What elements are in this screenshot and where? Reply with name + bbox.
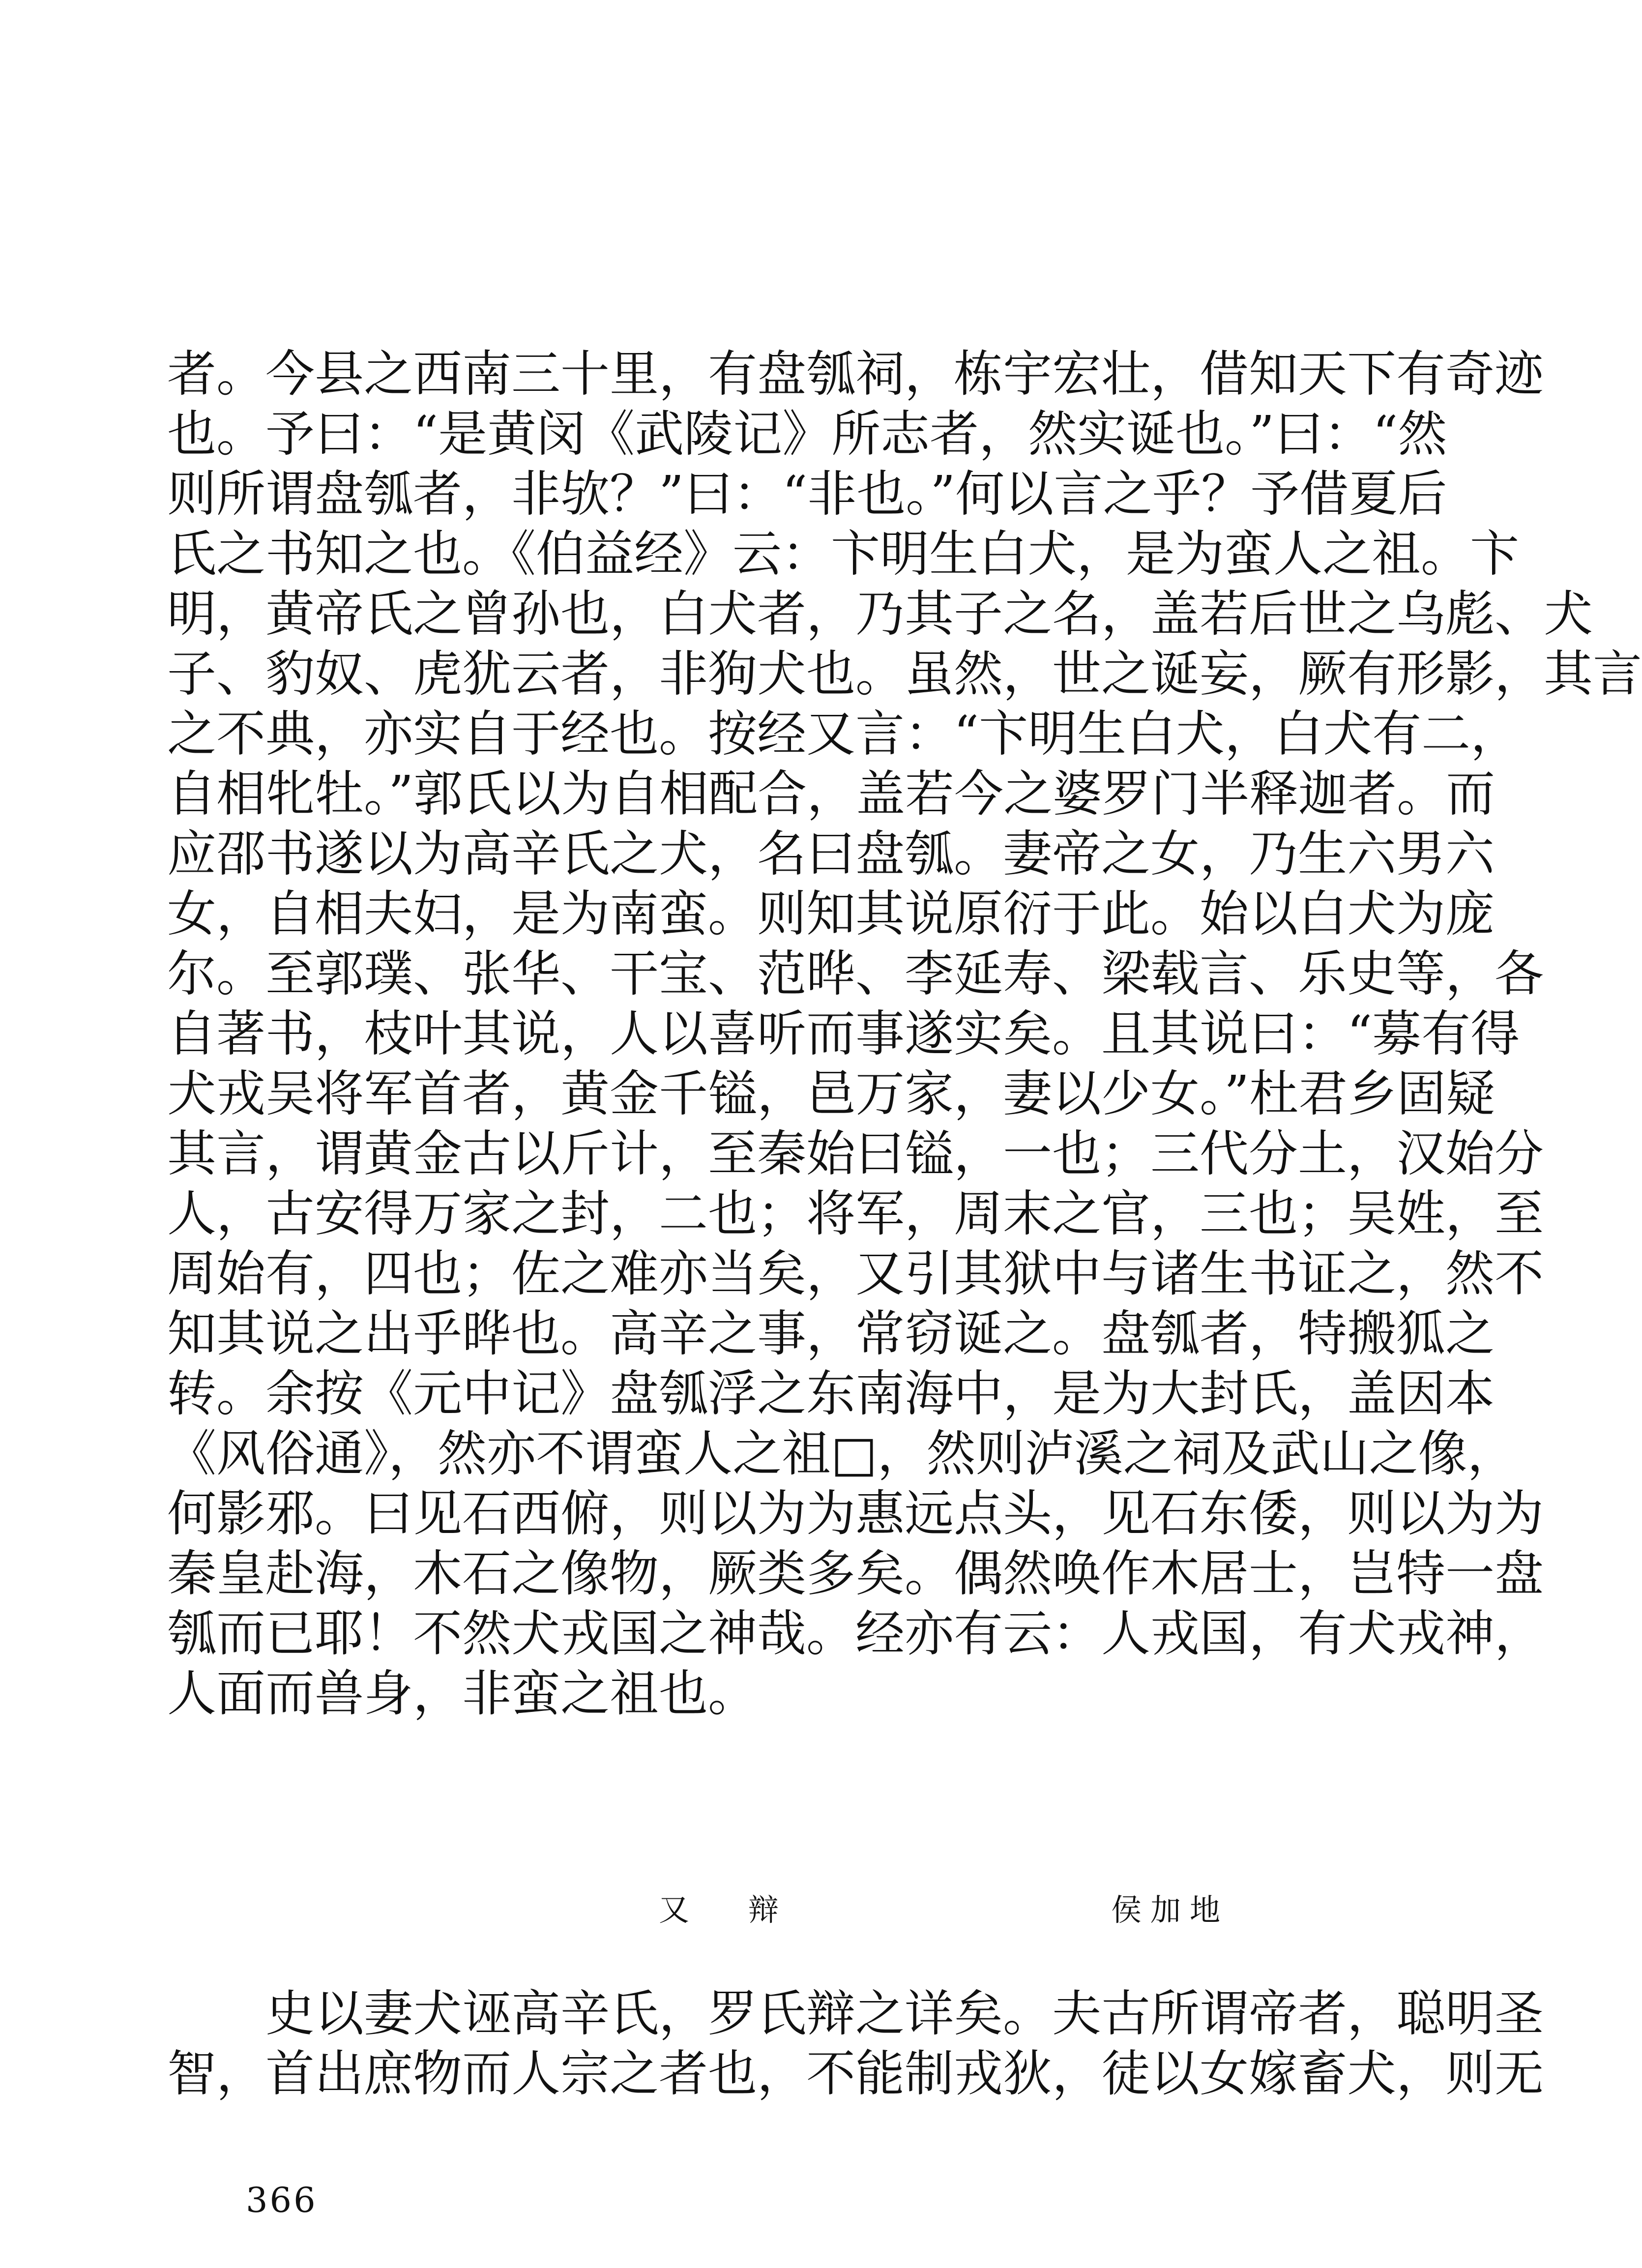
text-line: 自相牝牡。”郭氏以为自相配合，盖若今之婆罗门半释迦者。而 — [167, 765, 1495, 823]
text-line: 人，古安得万家之封，二也；将军，周末之官，三也；吴姓，至 — [167, 1185, 1544, 1242]
text-line: 知其说之出乎晔也。高辛之事，常窃诞之。盘瓠者，特搬狐之 — [167, 1305, 1495, 1362]
section-heading — [0, 1883, 1481, 1937]
text-line: 史以妻犬诬高辛氏，罗氏辩之详矣。夫古所谓帝者，聪明圣 — [265, 1985, 1544, 2042]
section-text-block — [167, 1984, 1544, 2104]
text-line: 也。予曰：“是黄闵《武陵记》所志者，然实诞也。”曰：“然 — [167, 405, 1447, 463]
text-line: 子、豹奴、虎犹云者，非狗犬也。虽然，世之诞妄，厥有形影，其言 — [167, 645, 1642, 703]
text-line: 《风俗通》，然亦不谓蛮人之祖□，然则泸溪之祠及武山之像， — [167, 1425, 1517, 1482]
text-line: 则所谓盘瓠者，非欤？”曰：“非也。”何以言之乎？予借夏后 — [167, 465, 1447, 523]
text-line: 应邵书遂以为高辛氏之犬，名曰盘瓠。妻帝之女，乃生六男六 — [167, 825, 1495, 883]
text-line: 者。今县之西南三十里，有盘瓠祠，栋宇宏壮，借知天下有奇迹 — [167, 345, 1544, 403]
page-number: 366 — [246, 2180, 318, 2220]
text-line: 周始有，四也；佐之难亦当矣，又引其狱中与诸生书证之，然不 — [167, 1245, 1544, 1302]
text-line: 之不典，亦实自于经也。按经又言：“卞明生白犬，白犬有二， — [167, 705, 1520, 763]
section-author: 侯加地 — [1111, 1892, 1230, 1928]
text-line: 女，自相夫妇，是为南蛮。则知其说原衍于此。始以白犬为庞 — [167, 885, 1495, 943]
text-line: 智，首出庶物而人宗之者也，不能制戎狄，徒以女嫁畜犬，则无 — [167, 2045, 1544, 2102]
text-line: 秦皇赴海，木石之像物，厥类多矣。偶然唤作木居士，岂特一盘 — [167, 1545, 1544, 1602]
main-text-block — [167, 344, 1642, 1724]
text-line: 何影邪。曰见石西俯，则以为为惠远点头，见石东倭，则以为为 — [167, 1485, 1544, 1542]
text-line: 自著书，枝叶其说，人以喜听而事遂实矣。且其说曰：“募有得 — [167, 1005, 1520, 1062]
text-line: 其言，谓黄金古以斤计，至秦始曰镒，一也；三代分土，汉始分 — [167, 1125, 1544, 1182]
text-line: 瓠而已耶！不然犬戎国之神哉。经亦有云：人戎国，有犬戎神， — [167, 1605, 1544, 1662]
text-line: 明，黄帝氏之曾孙也，白犬者，乃其子之名，盖若后世之乌彪、犬 — [167, 585, 1593, 643]
text-line: 转。余按《元中记》盘瓠浮之东南海中，是为大封氏，盖因本 — [167, 1365, 1495, 1422]
text-line: 氏之书知之也。《伯益经》云：卞明生白犬，是为蛮人之祖。卞 — [167, 525, 1519, 583]
text-line: 尔。至郭璞、张华、干宝、范晔、李延寿、梁载言、乐史等，各 — [167, 945, 1544, 1002]
text-line: 犬戎吴将军首者，黄金千镒，邑万家，妻以少女。”杜君乡固疑 — [167, 1065, 1495, 1122]
text-line: 人面而兽身，非蛮之祖也。 — [167, 1665, 757, 1722]
section-title: 又辩 — [659, 1892, 838, 1928]
